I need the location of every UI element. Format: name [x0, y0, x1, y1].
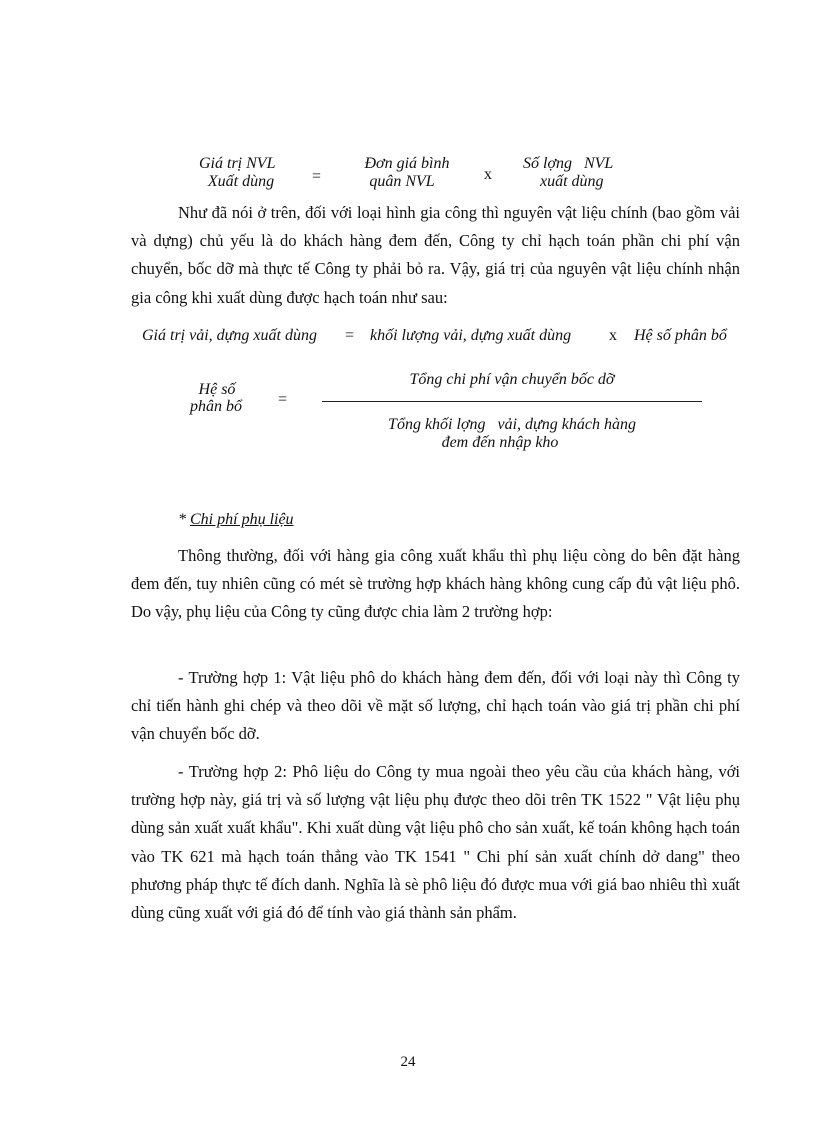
fraction-bar [322, 401, 702, 402]
heading-bullet: * [178, 511, 190, 528]
formula1-lhs-line1: Giá trị NVL [199, 155, 276, 172]
formula1-times: x [484, 166, 492, 183]
paragraph-case-2: - Trường hợp 2: Phô liệu do Công ty mua ngoài theo yêu cầu của khách hàng, với trường hợp này, giá trị và số lượng vật liệu phụ được theo dõi trên TK 1522 " Vật liệu phụ dùng sản xuất xuất khẩu". Khi xuất dùng vật liệu phô cho sản xuất, kế toán không hạch toán vào TK 621 mà hạch toán thẳng vào TK 1541 " Chi phí sản xuất chính dở dang" theo phương pháp thực tế đích danh. Nghĩa là sè phô liệu đó được mua với giá bao nhiêu thì xuất dùng cũng xuất với giá đó để tính vào giá thành sản phẩm. [131, 762, 740, 923]
paragraph-raw-materials: Như đã nói ở trên, đối với loại hình gia công thì nguyên vật liệu chính (bao gồm vải và dựng) chủ yếu là do khách hàng đem đến, Công ty chỉ hạch toán phần chi phí vận chuyển, bốc dỡ mà thực tế Công ty phải bỏ ra. Vậy, giá trị của nguyên vật liệu chính nhận gia công khi xuất dùng được hạch toán như sau: [131, 203, 740, 307]
paragraph-accessories: Thông thường, đối với hàng gia công xuất khẩu thì phụ liệu còng do bên đặt hàng đem đến, tuy nhiên cũng có mét sè trường hợp khách hàng không cung cấp đủ vật liệu phô. Do vậy, phụ liệu của Công ty cũng được chia làm 2 trường hợp: [131, 546, 740, 622]
heading-text: Chi phí phụ liệu [190, 511, 294, 528]
formula1-rhs-line1: Số lợng NVL [523, 155, 614, 172]
formula1-lhs-line2: Xuất dùng [207, 173, 275, 190]
formula2-rhs: Hệ số phân bổ [634, 327, 727, 344]
formula3-numerator: Tổng chi phí vận chuyển bốc dỡ [409, 371, 615, 388]
paragraph-case-1: - Trường hợp 1: Vật liệu phô do khách hàng đem đến, đối với loại này thì Công ty chỉ tiến hành ghi chép và theo dõi về mặt số lượng, chỉ hạch toán vào giá trị phần chi phí vận chuyển bốc dỡ. [131, 668, 740, 744]
formula1-mid-line1: Đơn giá bình [364, 155, 450, 172]
formula1-rhs-line2: xuất dùng [540, 173, 604, 190]
formula3-equals: = [278, 391, 288, 408]
formula2-mid: khối lượng vải, dựng xuất dùng [370, 327, 572, 344]
formula3-denominator-line2: đem đến nhập kho [441, 434, 559, 451]
formula3-lhs-line1: Hệ số [198, 381, 236, 398]
page-number: 24 [400, 1054, 416, 1070]
section-heading [178, 511, 294, 529]
formula3-lhs-line2: phân bổ [190, 398, 242, 415]
formula1-mid-line2: quân NVL [369, 173, 435, 190]
formula2-lhs: Giá trị vải, dựng xuất dùng [142, 327, 317, 344]
formula2-equals: = [345, 327, 355, 344]
formula2-times: x [609, 327, 617, 344]
formula1-equals: = [312, 168, 322, 185]
formula3-denominator-line1: Tổng khối lợng vải, dựng khách hàng [388, 416, 636, 433]
